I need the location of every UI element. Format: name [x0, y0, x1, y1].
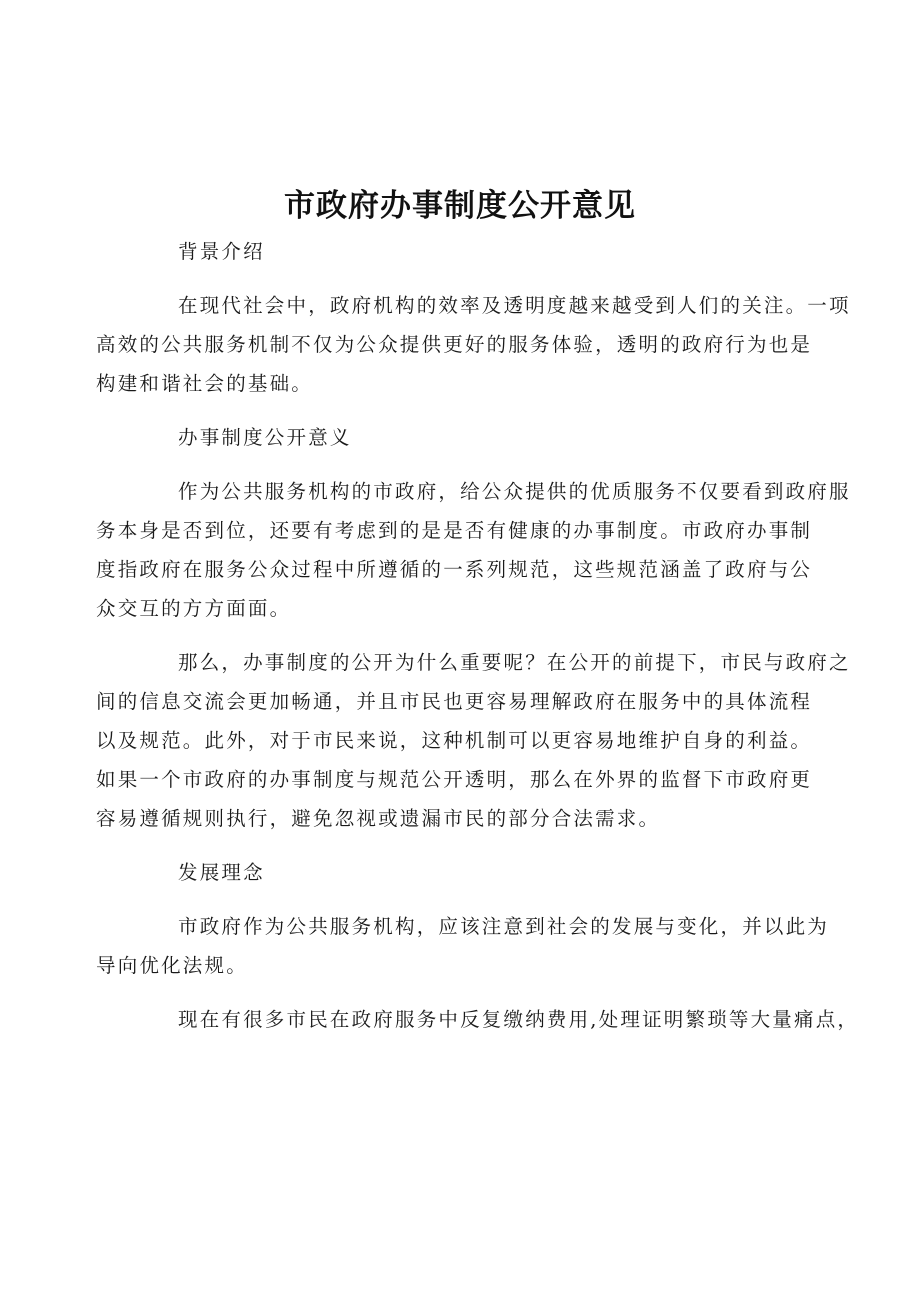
paragraph-line: 高效的公共服务机制不仅为公众提供更好的服务体验，透明的政府行为也是: [96, 333, 813, 356]
paragraph-line: 在现代社会中，政府机构的效率及透明度越来越受到人们的关注。一项: [178, 294, 851, 317]
section-heading-significance: 办事制度公开意义: [178, 426, 352, 449]
paragraph: [96, 643, 851, 838]
paragraph: [96, 472, 851, 628]
paragraph: [96, 907, 830, 985]
section-heading-background: 背景介绍: [178, 240, 265, 263]
document-body: [96, 232, 860, 1054]
paragraph-line: 那么，办事制度的公开为什么重要呢？在公开的前提下，市民与政府之: [178, 651, 851, 674]
paragraph-line: 作为公共服务机构的市政府，给公众提供的优质服务不仅要看到政府服: [178, 480, 851, 503]
paragraph-line: 众交互的方方面面。: [96, 597, 292, 620]
paragraph-line: 容易遵循规则执行，避免忽视或遗漏市民的部分合法需求。: [96, 807, 661, 830]
paragraph: [96, 286, 851, 403]
paragraph-line: 现在有很多市民在政府服务中反复缴纳费用,处理证明繁琐等大量痛点，: [178, 1008, 860, 1031]
paragraph-line: 以及规范。此外，对于市民来说，这种机制可以更容易地维护自身的利益。: [96, 729, 813, 752]
paragraph-line: 如果一个市政府的办事制度与规范公开透明，那么在外界的监督下市政府更: [96, 768, 813, 791]
paragraph-line: 构建和谐社会的基础。: [96, 372, 314, 395]
paragraph-line: 务本身是否到位，还要有考虑到的是是否有健康的办事制度。市政府办事制: [96, 519, 813, 542]
paragraph-line: 市政府作为公共服务机构，应该注意到社会的发展与变化，并以此为: [178, 915, 830, 938]
paragraph-line: 度指政府在服务公众过程中所遵循的一系列规范，这些规范涵盖了政府与公: [96, 558, 813, 581]
section-heading-development: 发展理念: [178, 861, 265, 884]
paragraph-line: 间的信息交流会更加畅通，并且市民也更容易理解政府在服务中的具体流程: [96, 690, 813, 713]
paragraph-line: 导向优化法规。: [96, 954, 248, 977]
document-title: 市政府办事制度公开意见: [284, 188, 636, 224]
paragraph: [137, 1000, 860, 1039]
